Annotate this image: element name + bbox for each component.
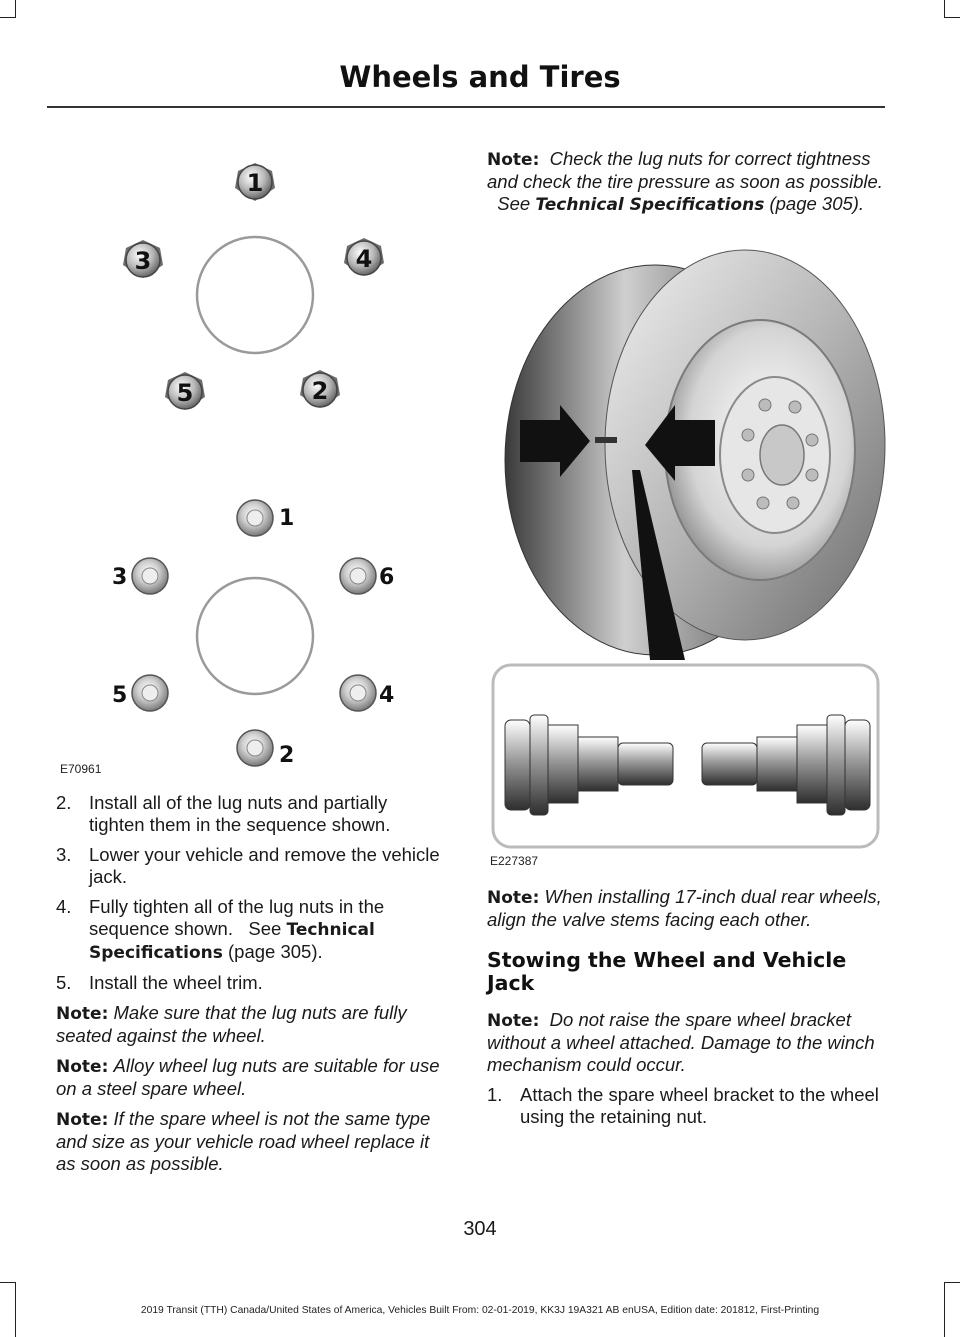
dual-rear-wheel-figure xyxy=(490,245,890,855)
note-dual-rear xyxy=(487,886,885,931)
note-label: Note: xyxy=(487,888,540,908)
lug-label: 6 xyxy=(379,565,395,590)
lug-nut-3 xyxy=(123,240,163,278)
step-1 xyxy=(487,1084,885,1128)
lug-nut-3 xyxy=(112,558,168,594)
step-number: 4. xyxy=(56,896,72,917)
step-2 xyxy=(56,792,446,836)
lug-nut-6 xyxy=(340,558,394,594)
lug-label: 1 xyxy=(246,169,264,197)
step-text: Attach the spare wheel bracket to the wheel using the retaining nut. xyxy=(520,1084,879,1127)
lug-nut-2 xyxy=(237,730,294,768)
note-text: Alloy wheel lug nuts are suitable for use on a steel spare wheel. xyxy=(56,1055,440,1099)
note-label: Note: xyxy=(56,1110,109,1130)
figure-code: E70961 xyxy=(60,762,102,776)
page-footer: 2019 Transit (TTH) Canada/United States of America, Vehicles Built From: 02-01-2019, KK3J 19A321 AB enUSA, Edition date: 201812, First-Printing xyxy=(140,1305,820,1316)
step-5 xyxy=(56,972,446,994)
crop-mark xyxy=(0,17,16,18)
hub-cap xyxy=(760,425,804,485)
page-title: Wheels and Tires xyxy=(339,60,621,94)
cross-reference-link[interactable]: Technical Specifications xyxy=(89,920,375,963)
figure-code: E227387 xyxy=(490,854,539,868)
step-number: 3. xyxy=(56,844,72,865)
step-number: 1. xyxy=(487,1084,503,1105)
hub-circle xyxy=(197,237,313,353)
step-text: Lower your vehicle and remove the vehicle jack. xyxy=(89,844,440,887)
step-3 xyxy=(56,844,446,888)
crop-mark xyxy=(15,0,16,18)
lug-nut-5 xyxy=(112,675,168,711)
cross-reference-link[interactable]: Technical Specifications xyxy=(535,195,765,215)
note-text: Make sure that the lug nuts are fully seated against the wheel. xyxy=(56,1002,407,1046)
step-number: 5. xyxy=(56,972,72,993)
note-text: Do not raise the spare wheel bracket without a wheel attached. Damage to the winch mechanism could occur. xyxy=(487,1009,875,1075)
lug-label: 2 xyxy=(311,377,329,405)
header-divider xyxy=(47,106,885,108)
note-seated xyxy=(56,1002,446,1047)
lug-nut-4 xyxy=(340,675,394,711)
right-column-top xyxy=(487,148,885,224)
step-text: Install the wheel trim. xyxy=(89,972,263,993)
see-word: See xyxy=(497,193,531,214)
lug-label: 3 xyxy=(134,247,152,275)
step-text: Fully tighten all of the lug nuts in the sequence shown. xyxy=(89,896,385,939)
note-label: Note: xyxy=(487,150,540,170)
lug-nut-1 xyxy=(237,500,294,536)
step-text: Install all of the lug nuts and partially tighten them in the sequence shown. xyxy=(89,792,391,835)
note-stow xyxy=(487,1009,885,1076)
lug-nut-1 xyxy=(235,163,275,201)
valve-stem xyxy=(595,437,617,443)
page-number: 304 xyxy=(463,1218,497,1240)
section-heading: Stowing the Wheel and Vehicle Jack xyxy=(487,948,847,995)
lug-label: 5 xyxy=(112,683,128,708)
note-label: Note: xyxy=(56,1004,109,1024)
lug-label: 4 xyxy=(355,245,373,273)
note-check-lug-nuts xyxy=(487,148,885,216)
crop-mark xyxy=(944,1282,960,1283)
note-spare xyxy=(56,1108,446,1175)
lug-nut-sequence-6-figure xyxy=(95,490,425,780)
note-text: Check the lug nuts for correct tightness and check the tire pressure as soon as possible. xyxy=(487,148,883,192)
note-label: Note: xyxy=(487,1011,540,1031)
reference-page: (page 305). xyxy=(769,193,865,214)
left-column xyxy=(56,792,446,1183)
crop-mark xyxy=(0,1282,16,1283)
lug-nut-4 xyxy=(344,238,384,276)
lug-label: 1 xyxy=(279,506,295,531)
note-text: When installing 17-inch dual rear wheels, align the valve stems facing each other. xyxy=(487,886,882,930)
crop-mark xyxy=(944,0,945,18)
note-alloy xyxy=(56,1055,446,1100)
lug-label: 4 xyxy=(379,683,395,708)
lug-label: 5 xyxy=(176,379,194,407)
right-column-bottom xyxy=(487,886,885,1136)
lug-nut-sequence-5-figure xyxy=(100,150,400,420)
lug-nut-2 xyxy=(300,370,340,408)
reference-page: (page 305). xyxy=(228,941,323,962)
see-word: See xyxy=(248,918,282,939)
lug-label: 3 xyxy=(112,565,128,590)
lug-label: 2 xyxy=(279,743,295,768)
step-4 xyxy=(56,896,446,964)
lug-nut-5 xyxy=(165,372,205,410)
note-text: If the spare wheel is not the same type and size as your vehicle road wheel replace it as soon as possible. xyxy=(56,1108,431,1174)
note-label: Note: xyxy=(56,1057,109,1077)
step-number: 2. xyxy=(56,792,72,813)
hub-circle xyxy=(197,578,313,694)
crop-mark xyxy=(944,17,960,18)
